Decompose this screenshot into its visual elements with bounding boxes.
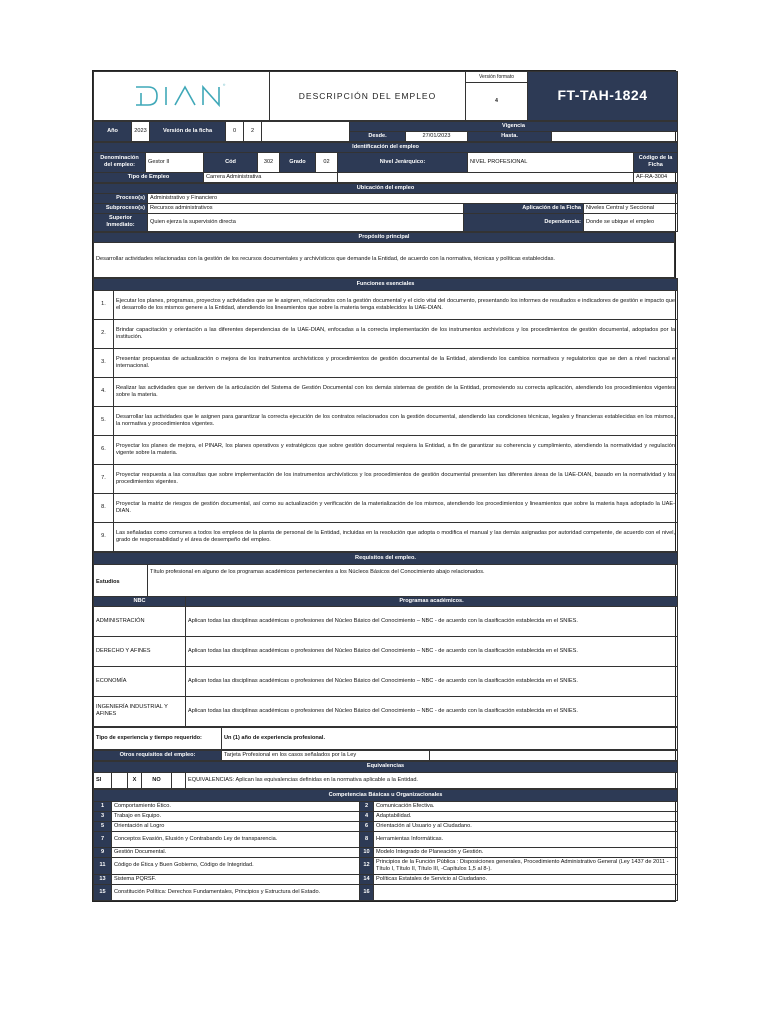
function-text: Proyectar respuesta a las consultas que sobre implementación de los instrumentos archivísticos y los procedimientos de gestión documental presenten las diferentes áreas de la UAE-DIAN, basado en la normatividad y los procedimientos vigentes.	[114, 464, 678, 493]
nbc-name: DERECHO Y AFINES	[94, 636, 186, 666]
codigo-ficha-label: Código de la Ficha	[634, 152, 678, 172]
experiencia-value: Un (1) año de experiencia profesional.	[222, 727, 678, 749]
nbc-row	[94, 696, 678, 726]
proceso-label: Proceso(s)	[94, 193, 148, 203]
function-row	[94, 290, 678, 319]
nbc-name: INGENIERÍA INDUSTRIAL Y AFINES	[94, 696, 186, 726]
logo-cell	[94, 72, 270, 121]
meta-table	[93, 121, 678, 142]
competencia-number-left: 11	[94, 857, 112, 874]
nbc-name: ECONOMÍA	[94, 666, 186, 696]
function-row	[94, 464, 678, 493]
otros-blank	[430, 750, 678, 760]
nbc-program-text: Aplican todas las disciplinas académicas o profesiones del Núcleo Básico del Conocimiento – NBC - de acuerdo con la clasificación establecida en el SNIES.	[186, 666, 678, 696]
competencia-text-left: Comportamiento Ético.	[112, 801, 360, 811]
otros-value: Tarjeta Profesional en los casos señalados por la Ley	[222, 750, 430, 760]
tipo-value: Carrera Administrativa	[204, 172, 338, 182]
aplicacion-value: Niveles Central y Seccional	[584, 203, 678, 213]
identificacion-table	[93, 142, 678, 183]
competencia-text-left: Trabajo en Equipo.	[112, 811, 360, 821]
version-label: Versión formato	[466, 72, 528, 83]
si-label: SI	[94, 772, 112, 788]
equivalencias-text: EQUIVALENCIAS: Aplican las equivalencias definidas en la normativa aplicable a la Entidad.	[186, 772, 678, 788]
function-row	[94, 493, 678, 522]
no-label: NO	[142, 772, 172, 788]
aplicacion-label: Aplicación de la Ficha	[464, 203, 584, 213]
dependencia-value: Donde se ubique el empleo	[584, 213, 678, 231]
function-number: 6.	[94, 435, 114, 464]
nbc-name: ADMINISTRACIÓN	[94, 606, 186, 636]
competencia-number-left: 3	[94, 811, 112, 821]
competencia-number-left: 9	[94, 847, 112, 857]
otros-table	[93, 750, 678, 761]
funciones-table	[93, 278, 678, 552]
function-text: Proyectar los planes de mejora, el PINAR, los planes operativos y estratégicos que sobre gestión documental requiera la Entidad, a fin de garantizar su coherencia y cumplimiento, atendiendo la normatividad y regulación vigente sobre la materia.	[114, 435, 678, 464]
otros-label: Otros requisitos del empleo:	[94, 750, 222, 760]
competencia-text-right	[374, 884, 678, 900]
nbc-row	[94, 666, 678, 696]
competencia-row	[94, 884, 678, 900]
competencia-text-left: Constitución Política: Derechos Fundamentales, Principios y Estructura del Estado.	[112, 884, 360, 900]
function-number: 7.	[94, 464, 114, 493]
estudios-value: Título profesional en alguno de los programas académicos pertenecientes a los Núcleos Básicos del Conocimiento abajo relacionados.	[148, 564, 678, 596]
function-number: 4.	[94, 377, 114, 406]
year-label: Año	[94, 122, 132, 142]
competencia-text-right: Herramientas Informáticas.	[374, 831, 678, 847]
competencias-table	[93, 789, 678, 901]
cod-value: 302	[258, 152, 280, 172]
requisitos-table	[93, 552, 678, 727]
meta-blank	[262, 122, 350, 142]
denominacion-label: Denominación del empleo:	[94, 152, 146, 172]
competencia-number-right: 14	[360, 874, 374, 884]
function-number: 8.	[94, 493, 114, 522]
competencia-text-right: Orientación al Usuario y al Ciudadano.	[374, 821, 678, 831]
function-text: Brindar capacitación y orientación a las diferentes dependencias de la UAE-DIAN, enfocadas a la correcta implementación de los instrumentos archivísticos y los procedimientos de gestión documental, adoptados por la institución.	[114, 319, 678, 348]
ubicacion-table	[93, 183, 678, 232]
competencia-number-left: 1	[94, 801, 112, 811]
competencia-row	[94, 811, 678, 821]
experiencia-table	[93, 727, 678, 750]
competencia-number-right: 2	[360, 801, 374, 811]
competencia-row	[94, 874, 678, 884]
no-blank	[172, 772, 186, 788]
competencia-text-right: Políticas Estatales de Servicio al Ciudadano.	[374, 874, 678, 884]
si-blank	[112, 772, 128, 788]
nbc-label: NBC	[94, 596, 186, 606]
superior-label: Superior Inmediato:	[94, 213, 148, 231]
competencia-text-right: Principios de la Función Pública : Disposiciones generales, Procedimiento Administrativo General (Ley 1437 de 2011 -Título I, Título II, Título III, -Capítulos 1,5 al 8-).	[374, 857, 678, 874]
header-table	[93, 71, 678, 121]
function-text: Ejecutar los planes, programas, proyectos y actividades que se le asignen, relacionados con la gestión documental y el ciclo vital del documento, presentando los informes de resultados e indicadores de gestión e impacto que el desarrollo de los mismos genere a la Entidad, atendiendo los lineamientos que sobre la materia tenga establecidos la UAE-DIAN.	[114, 290, 678, 319]
competencia-text-left: Código de Ética y Buen Gobierno, Código de Integridad.	[112, 857, 360, 874]
nbc-program-text: Aplican todas las disciplinas académicas o profesiones del Núcleo Básico del Conocimiento – NBC - de acuerdo con la clasificación establecida en el SNIES.	[186, 636, 678, 666]
funciones-section: Funciones esenciales	[94, 278, 678, 290]
equivalencias-section: Equivalencias	[94, 761, 678, 772]
competencias-list	[94, 801, 678, 900]
ubicacion-section: Ubicación del empleo	[94, 183, 678, 193]
competencia-text-right: Comunicación Efectiva.	[374, 801, 678, 811]
competencia-number-left: 15	[94, 884, 112, 900]
sheet-version-label: Versión de la ficha	[150, 122, 226, 142]
competencia-row	[94, 801, 678, 811]
nbc-row	[94, 636, 678, 666]
proceso-value: Administrativo y Financiero	[148, 193, 678, 203]
hasta-label: Hasta.	[468, 131, 552, 141]
competencia-text-right: Adaptabilidad.	[374, 811, 678, 821]
nbc-program-text: Aplican todas las disciplinas académicas o profesiones del Núcleo Básico del Conocimiento – NBC - de acuerdo con la clasificación establecida en el SNIES.	[186, 696, 678, 726]
funciones-list	[94, 290, 678, 551]
competencia-row	[94, 831, 678, 847]
function-text: Presentar propuestas de actualización o mejora de los instrumentos archivísticos y procedimientos de gestión documental de la Entidad, atendiendo los cambios normativos y regulatorios que se den a nivel nacional e internacional.	[114, 348, 678, 377]
tipo-blank	[338, 172, 634, 182]
nbc-row	[94, 606, 678, 636]
sheet-version-a: 0	[226, 122, 244, 142]
competencias-section: Competencias Básicas u Organizacionales	[94, 789, 678, 801]
competencia-number-right: 6	[360, 821, 374, 831]
function-number: 9.	[94, 522, 114, 551]
function-number: 2.	[94, 319, 114, 348]
experiencia-label: Tipo de experiencia y tiempo requerido:	[94, 727, 222, 749]
version-value: 4	[466, 82, 528, 120]
function-row	[94, 406, 678, 435]
estudios-label: Estudios	[94, 564, 148, 596]
dependencia-label: Dependencia:	[464, 213, 584, 231]
function-row	[94, 522, 678, 551]
proposito-table	[93, 232, 675, 278]
grado-label: Grado	[280, 152, 316, 172]
nivel-label: Nivel Jerárquico:	[338, 152, 468, 172]
function-number: 5.	[94, 406, 114, 435]
competencia-row	[94, 847, 678, 857]
function-row	[94, 348, 678, 377]
superior-value: Quien ejerza la supervisión directa	[148, 213, 464, 231]
competencia-number-left: 5	[94, 821, 112, 831]
requisitos-section: Requisitos del empleo.	[94, 552, 678, 564]
svg-text:®: ®	[222, 83, 225, 87]
function-number: 3.	[94, 348, 114, 377]
dian-logo	[96, 73, 267, 119]
hasta-value	[552, 131, 678, 141]
vigencia-label: Vigencia	[350, 122, 678, 132]
nbc-list	[94, 606, 678, 726]
identificacion-section: Identificación del empleo	[94, 142, 678, 152]
proposito-text: Desarrollar actividades relacionadas con la gestión de los recursos documentales y archivísticos que demande la Entidad, de acuerdo con la normativa, técnicas y políticas establecidas.	[94, 242, 675, 277]
competencia-number-right: 12	[360, 857, 374, 874]
desde-label: Desde.	[350, 131, 406, 141]
equivalencias-table	[93, 761, 678, 789]
codigo-ficha-value: AF-RA-3004	[634, 172, 678, 182]
cod-label: Cód	[204, 152, 258, 172]
doc-code: FT-TAH-1824	[528, 72, 678, 121]
denominacion-value: Gestor II	[146, 152, 204, 172]
tipo-label: Tipo de Empleo	[94, 172, 204, 182]
programas-label: Programas académicos.	[186, 596, 678, 606]
doc-title: DESCRIPCIÓN DEL EMPLEO	[270, 72, 466, 121]
subproceso-label: Subproceso(s)	[94, 203, 148, 213]
function-number: 1.	[94, 290, 114, 319]
competencia-text-left: Conceptos Evasión, Elusión y Contrabando Ley de transparencia.	[112, 831, 360, 847]
competencia-number-right: 8	[360, 831, 374, 847]
competencia-text-left: Orientación al Logro	[112, 821, 360, 831]
function-text: Realizar las actividades que se deriven de la articulación del Sistema de Gestión Documental con los demás sistemas de gestión de la Entidad, promoviendo su correcta aplicación, atendiendo los procedimientos vigentes sobre la materia.	[114, 377, 678, 406]
competencia-number-right: 10	[360, 847, 374, 857]
competencia-number-right: 16	[360, 884, 374, 900]
function-row	[94, 435, 678, 464]
nivel-value: NIVEL PROFESIONAL	[468, 152, 634, 172]
function-text: Desarrollar las actividades que le asignen para garantizar la correcta ejecución de los contratos relacionados con la gestión documental, atendiendo las condiciones técnicas, legales y financieras establecidas en los mismos, la normativa y procedimientos vigentes.	[114, 406, 678, 435]
desde-value: 27/01/2023	[406, 131, 468, 141]
function-text: Las señaladas como comunes a todos los empleos de la planta de personal de la Entidad, incluidas en la resolución que adopta o modifica el manual y las demás asignadas por autoridad competente, de acuerdo con el nivel, grado de responsabilidad y el área de desempeño del empleo.	[114, 522, 678, 551]
year-value: 2023	[132, 122, 150, 142]
competencia-text-right: Modelo Integrado de Planeación y Gestión.	[374, 847, 678, 857]
job-description-sheet	[92, 70, 676, 902]
competencia-row	[94, 821, 678, 831]
grado-value: 02	[316, 152, 338, 172]
competencia-number-left: 7	[94, 831, 112, 847]
competencia-text-left: Sistema PQRSF.	[112, 874, 360, 884]
function-text: Proyectar la matriz de riesgos de gestión documental, así como su actualización y verificación de la materialización de los mismos, atendiendo los procedimientos y lineamientos que sobre la materia haya adoptado la UAE-DIAN.	[114, 493, 678, 522]
competencia-number-right: 4	[360, 811, 374, 821]
function-row	[94, 377, 678, 406]
competencia-number-left: 13	[94, 874, 112, 884]
nbc-program-text: Aplican todas las disciplinas académicas o profesiones del Núcleo Básico del Conocimiento – NBC - de acuerdo con la clasificación establecida en el SNIES.	[186, 606, 678, 636]
si-mark: X	[128, 772, 142, 788]
competencia-text-left: Gestión Documental.	[112, 847, 360, 857]
sheet-version-b: 2	[244, 122, 262, 142]
proposito-section: Propósito principal	[94, 232, 675, 242]
dian-logo-icon	[133, 79, 231, 113]
function-row	[94, 319, 678, 348]
competencia-row	[94, 857, 678, 874]
subproceso-value: Recursos administrativos	[148, 203, 464, 213]
